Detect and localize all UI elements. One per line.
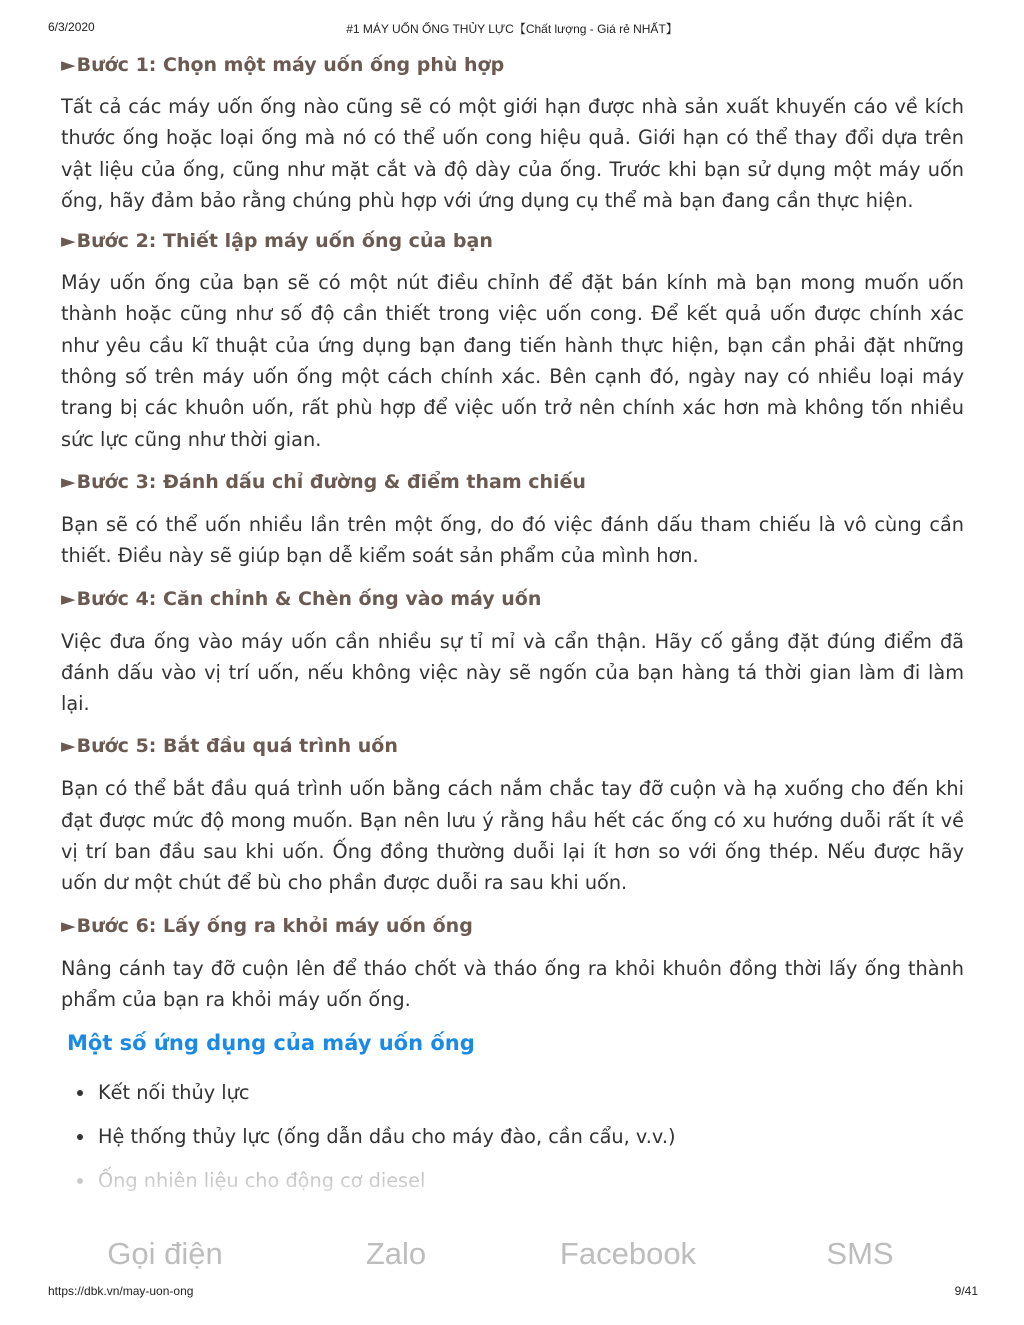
bullet-dot-icon (77, 1090, 83, 1096)
step-heading-text: Bước 5: Bắt đầu quá trình uốn (76, 735, 398, 758)
triangle-bullet-icon: ► (61, 230, 76, 253)
step-heading (61, 584, 964, 614)
step-1 (61, 50, 964, 216)
triangle-bullet-icon: ► (61, 735, 76, 758)
step-heading (61, 911, 964, 941)
step-heading-text: Bước 2: Thiết lập máy uốn ống của bạn (76, 230, 493, 253)
step-5 (61, 731, 964, 898)
print-footer-url: https://dbk.vn/may-uon-ong (48, 1284, 194, 1298)
step-4 (61, 584, 964, 720)
step-heading (61, 467, 964, 497)
contact-bar (0, 1232, 1024, 1276)
step-heading (61, 226, 964, 256)
triangle-bullet-icon: ► (61, 54, 76, 76)
list-item (61, 1077, 964, 1108)
step-heading (61, 731, 964, 761)
step-body: Máy uốn ống của bạn sẽ có một nút điều chỉnh để đặt bán kính mà bạn mong muốn uốn thành hoặc cũng như số độ cần thiết trong việc uốn cong. Để kết quả uốn được chính xác như yêu cầu kĩ thuật của ứng dụng bạn đang tiến hành thực hiện, bạn cần phải đặt những thông số trên máy uốn ống một cách chính xác. Bên cạnh đó, ngày nay có nhiều loại máy trang bị các khuôn uốn, rất phù hợp để việc uốn trở nên chính xác hơn mà không tốn nhiều sức lực cũng như thời gian. (61, 271, 964, 451)
sms-button[interactable]: SMS (826, 1236, 894, 1271)
call-button[interactable]: Gọi điện (107, 1236, 223, 1271)
step-body: Tất cả các máy uốn ống nào cũng sẽ có một giới hạn được nhà sản xuất khuyến cáo về kích thước ống hoặc loại ống mà nó có thể uốn cong hiệu quả. Giới hạn có thể thay đổi dựa trên vật liệu của ống, cũng như mặt cắt và độ dày của ống. Trước khi bạn sử dụng một máy uốn ống, hãy đảm bảo rằng chúng phù hợp với ứng dụng cụ thể mà bạn đang cần thực hiện. (61, 95, 964, 212)
step-heading (61, 50, 964, 80)
applications-heading: Một số ứng dụng của máy uốn ống (67, 1031, 475, 1056)
triangle-bullet-icon: ► (61, 914, 76, 937)
step-body: Bạn có thể bắt đầu quá trình uốn bằng cách nắm chắc tay đỡ cuộn và hạ xuống cho đến khi đạt được mức độ mong muốn. Bạn nên lưu ý rằng hầu hết các ống có xu hướng duỗi rất ít về vị trí ban đầu sau khi uốn. Ống đồng thường duỗi lại ít hơn so với ống thép. Nếu được hãy uốn dư một chút để bù cho phần được duỗi ra sau khi uốn. (61, 777, 964, 895)
zalo-button[interactable]: Zalo (365, 1236, 427, 1271)
step-3 (61, 467, 964, 572)
step-heading-text: Bước 3: Đánh dấu chỉ đường & điểm tham chiếu (76, 470, 586, 493)
step-2 (61, 226, 964, 455)
list-item (61, 1121, 964, 1152)
print-page-title: #1 MÁY UỐN ỐNG THỦY LỰC【Chất lượng - Giá rẻ NHẤT】 (346, 22, 678, 36)
step-body: Nâng cánh tay đỡ cuộn lên để tháo chốt và tháo ống ra khỏi khuôn đồng thời lấy ống thành phẩm của bạn ra khỏi máy uốn ống. (61, 956, 964, 1011)
step-heading-text: Bước 6: Lấy ống ra khỏi máy uốn ống (76, 914, 473, 937)
article-content (61, 50, 964, 1196)
triangle-bullet-icon: ► (61, 587, 76, 610)
content-fade-overlay (0, 1160, 1024, 1220)
print-page-number: 9/41 (954, 1284, 978, 1298)
step-6 (61, 911, 964, 1016)
triangle-bullet-icon: ► (61, 470, 76, 493)
list-item-text: Kết nối thủy lực (98, 1081, 250, 1105)
facebook-button[interactable]: Facebook (559, 1236, 697, 1271)
step-body: Việc đưa ống vào máy uốn cần nhiều sự tỉ mỉ và cẩn thận. Hãy cố gắng đặt đúng điểm đã đánh dấu vào vị trí uốn, nếu không việc này sẽ ngốn của bạn hàng tá thời gian làm đi làm lại. (61, 629, 964, 716)
step-body: Bạn sẽ có thể uốn nhiều lần trên một ống, do đó việc đánh dấu tham chiếu là vô cùng cần thiết. Điều này sẽ giúp bạn dễ kiểm soát sản phẩm của mình hơn. (61, 512, 964, 568)
step-heading-text: Bước 1: Chọn một máy uốn ống phù hợp (76, 54, 505, 76)
print-date: 6/3/2020 (48, 20, 95, 34)
step-heading-text: Bước 4: Căn chỉnh & Chèn ống vào máy uốn (76, 587, 542, 610)
bullet-dot-icon (77, 1134, 83, 1140)
list-item-text: Hệ thống thủy lực (ống dẫn dầu cho máy đào, cần cẩu, v.v.) (98, 1125, 676, 1149)
